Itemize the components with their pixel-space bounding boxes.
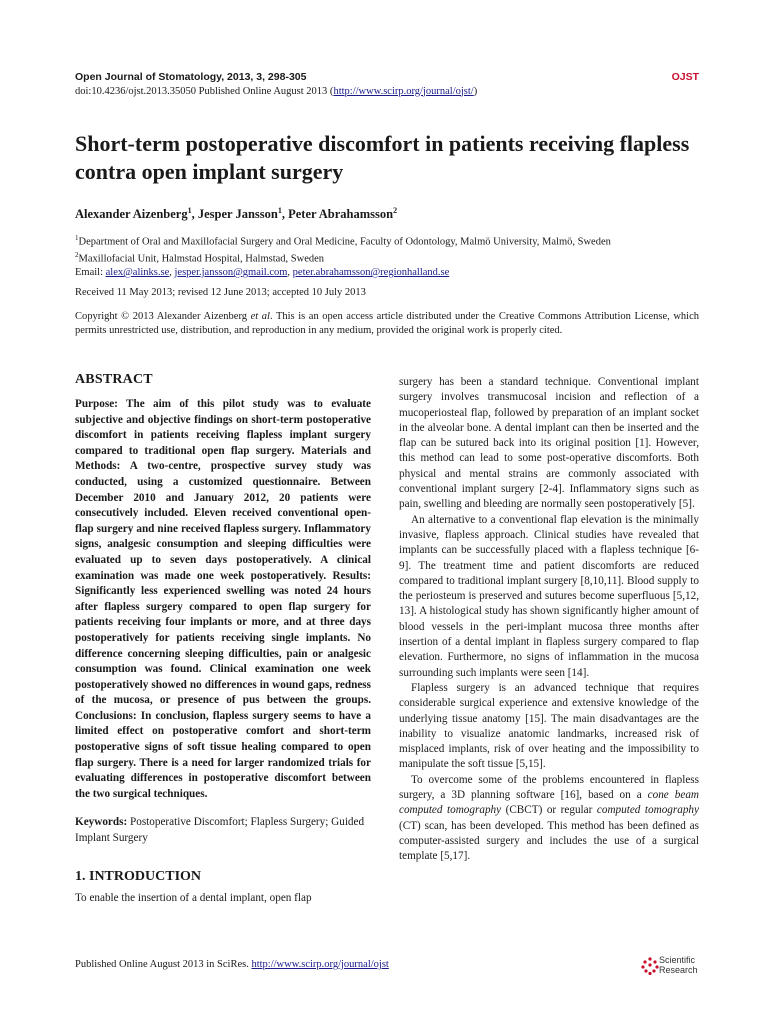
body-italic-term: computed tomography	[596, 804, 699, 817]
keywords-label: Keywords:	[75, 816, 128, 829]
journal-code: OJST	[671, 71, 699, 83]
author-affiliation-mark: 1	[277, 206, 282, 215]
affiliation-text: Department of Oral and Maxillofacial Surgery and Oral Medicine, Faculty of Odontology, Malmö University, Malmö, Sweden	[78, 236, 611, 248]
email-line: Email: alex@alinks.se, jesper.jansson@gmail.com, peter.abrahamsson@regionhalland.se	[75, 267, 450, 278]
affiliation-text: Maxillofacial Unit, Halmstad Hospital, Halmstad, Sweden	[78, 253, 325, 265]
logo-line: Scientific	[659, 955, 696, 965]
keywords	[75, 815, 371, 846]
affiliation-mark: 1	[75, 234, 79, 242]
affiliation-item	[75, 232, 699, 249]
copyright-text: . This is an open access article distributed under the Creative Commons Attribution License, which permits unrestricted use, distribution, and reproduction in any medium, provided the original work is properly cited.	[75, 311, 699, 337]
abstract-text: Purpose: The aim of this pilot study was to evaluate subjective and objective findings on short-term postoperative discomfort in patients receiving flapless implant surgery compared to traditional open flap surgery. Materials and Methods: A two-centre, prospective survey study was conducted, using a customized questionnaire. Between December 2010 and January 2012, 20 patients were consecutively included. Eleven received conventional open-flap surgery and nine received flapless surgery. Inflammatory signs, analgesic consumption and sleeping difficulties were evaluated up to seven days postoperatively. A clinical examination was made one week postoperatively. Results: Significantly less experienced swelling was noted 24 hours after flapless surgery compared to open flap surgery for patients receiving four implants or more, and at three days postoperatively for patients receiving single implants. No difference concerning sleeping difficulties, pain or analgesic consumption was found. Clinical examination one week postoperatively showed no differences in wound gaps, redness of the mucosa, or presence of pus between the groups. Conclusions: In conclusion, flapless surgery seems to have a limited effect on postoperative comfort and short-term postoperative signs of soft tissue healing compared to open flap surgery. There is a need for larger randomized trials for evaluating differences in postoperative discomfort between the two surgical techniques.	[75, 398, 371, 800]
received-dates: Received 11 May 2013; revised 12 June 2013; accepted 10 July 2013	[75, 287, 366, 298]
article-title: Short-term postoperative discomfort in patients receiving flapless contra open implant surgery	[75, 131, 690, 184]
email-link[interactable]: peter.abrahamsson@regionhalland.se	[292, 267, 450, 278]
doi-suffix: )	[473, 85, 478, 97]
copyright-notice	[75, 310, 699, 338]
email-label: Email:	[75, 267, 106, 278]
email-link[interactable]: alex@alinks.se	[105, 267, 170, 278]
right-column	[399, 375, 699, 865]
body-paragraph: Flapless surgery is an advanced technique that requires considerable surgical experience and extensive knowledge of the underlying tissue anatomy [15]. The main disadvantages are the inability to visualize anatomic landmarks, increased risk of misplaced implants, risk of over heating and the impossibility to manipulate the soft tissue [5,15].	[399, 681, 699, 771]
logo-line: Research	[659, 965, 698, 975]
page-footer	[75, 959, 635, 970]
left-column	[75, 372, 371, 906]
author-name: Peter Abrahamsson	[288, 207, 394, 222]
body-text-span: (CBCT) or regular	[501, 804, 597, 817]
journal-url-link[interactable]: http://www.scirp.org/journal/ojst/	[333, 85, 474, 97]
scientific-research-logo	[640, 953, 702, 979]
author-affiliation-mark: 2	[393, 206, 398, 215]
body-paragraph	[399, 773, 699, 865]
author-affiliation-mark: 1	[187, 206, 192, 215]
author-list	[75, 206, 699, 222]
body-paragraph: An alternative to a conventional flap elevation is the minimally invasive, flapless approach. Clinical studies have revealed that implants can be successfully placed with a flapless technique [6-9]. The treatment time and patient discomforts are reduced compared to traditional implant surgery [8,10,11]. Blood supply to the periosteum is preserved and sutures become superfluous [5,12, 13]. A histological study has shown significantly higher amount of blood vessels in the peri-implant mucosa three months after insertion of a dental implant in flapless surgery compared to flap elevation. Furthermore, no signs of inflammation in the mucosa surrounding such implants were seen [14].	[399, 513, 699, 679]
doi-line	[75, 85, 699, 99]
author-name: Jesper Jansson	[197, 207, 278, 222]
author-separator: ,	[281, 207, 289, 222]
author-separator: ,	[191, 207, 198, 222]
introduction-heading: 1. INTRODUCTION	[75, 868, 202, 884]
copyright-text: Copyright © 2013 Alexander Aizenberg	[75, 311, 251, 322]
journal-citation: Open Journal of Stomatology, 2013, 3, 298-305	[75, 71, 307, 83]
body-text-span: To overcome some of the problems encountered in flapless surgery, a 3D planning software [16], based on a	[399, 773, 699, 802]
affiliation-mark: 2	[75, 251, 79, 259]
body-italic-term: cone beam computed tomography	[399, 789, 699, 817]
author-name: Alexander Aizenberg	[75, 207, 188, 222]
affiliation-item	[75, 249, 699, 266]
footer-text: Published Online August 2013 in SciRes.	[75, 959, 252, 970]
affiliations	[75, 232, 699, 280]
copyright-etal: et al	[250, 311, 270, 322]
keywords-text: Postoperative Discomfort; Flapless Surgery; Guided Implant Surgery	[75, 816, 365, 845]
footer-journal-link[interactable]: http://www.scirp.org/journal/ojst	[251, 959, 389, 970]
scientific-research-logo-icon	[640, 956, 660, 976]
doi-prefix: doi:10.4236/ojst.2013.35050 Published Online August 2013 (	[75, 85, 334, 97]
email-link[interactable]: jesper.jansson@gmail.com	[174, 267, 288, 278]
introduction-text: To enable the insertion of a dental implant, open flap	[75, 891, 312, 904]
body-paragraph: surgery has been a standard technique. Conventional implant surgery involves transmucosal incision and reflection of a mucoperiosteal flap, followed by preparation of an implant socket in the alveolar bone. A dental implant can then be inserted and the flap can be sutured back into its original position [1]. However, this method can lead to some post-operative discomforts. Both physical and mental strains are commonly associated with conventional implant surgery [2-4]. Inflammatory signs such as pain, swelling and bleeding are normally seen postoperatively [5].	[399, 376, 699, 511]
abstract-heading: ABSTRACT	[75, 372, 153, 387]
journal-header	[75, 71, 699, 98]
body-text-span: (CT) scan, has been developed. This method has been defined as computer-assisted surgery and includes the use of a surgical template [5,17].	[399, 819, 699, 863]
logo-text	[659, 955, 698, 975]
